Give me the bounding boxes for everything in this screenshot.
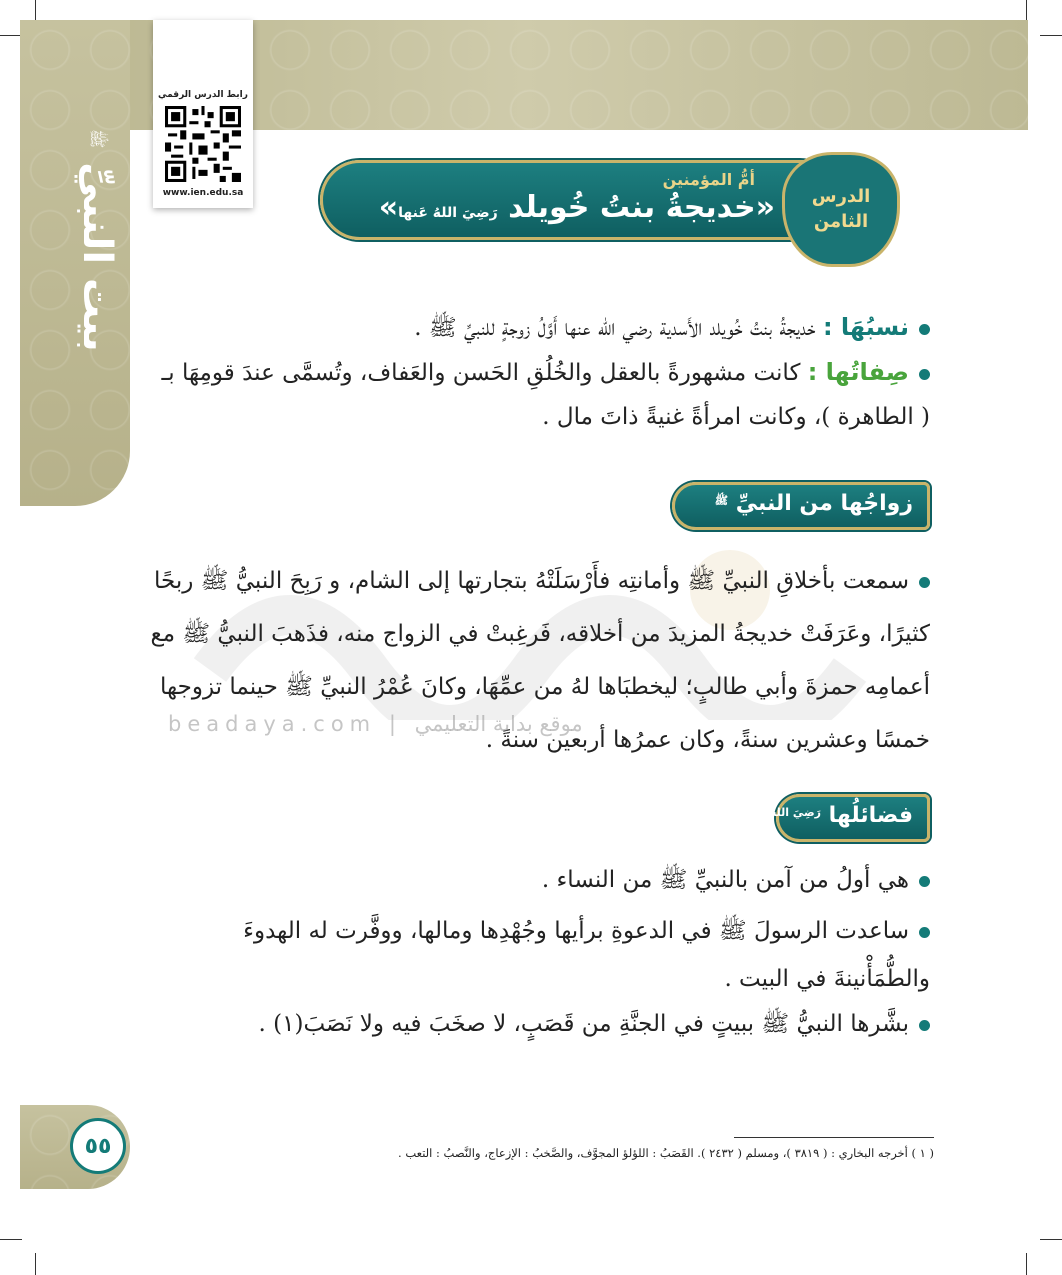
marriage-paragraph: سمعت بأخلاقِ النبيِّ ﷺ وأمانتِه فأَرْسَلَتْهُ بتجارتها إلى الشام، و رَبِحَ النبيُّ ﷺ ربحًا كثيرًا، وعَرَفَتْ خديجةُ المزيدَ من أخلاقه، فَرغِبتْ في الزواج منه، فذَهبَ النبيُّ ﷺ مع أعمامِه حمزةَ وأبي طالبٍ؛ ليخطبَاها لهُ من عمِّهَا، وكانَ عُمْرُ النبيِّ ﷺ حينما تزوجها خمسًا وعشرين سنةً، وكان عمرُها أربعين سنةً . bbox=[150, 568, 930, 753]
crop-mark bbox=[1040, 35, 1062, 36]
virtue-item: هي أولُ من آمن بالنبيِّ ﷺ من النساء . bbox=[150, 858, 930, 902]
crop-mark bbox=[0, 35, 22, 36]
crop-mark bbox=[1026, 0, 1027, 22]
lesson-subtitle: أمُّ المؤمنين bbox=[662, 170, 755, 189]
crop-mark bbox=[35, 0, 36, 22]
footnote: ( ١ ) أخرجه البخاري : ( ٣٨١٩ )، ومسلم ( ٢٤٣٢ ). القَصَبُ : اللؤلؤ المجوَّف، والصَّخبُ : الإزعاج، والنَّصبُ : التعب . bbox=[398, 1146, 934, 1160]
lesson-title: «خديجةُ بنتُ خُويلد رَضِيَ اللهُ عَنها» bbox=[378, 190, 775, 225]
qr-url[interactable]: www.ien.edu.sa bbox=[162, 188, 244, 198]
traits-paragraph: صِفاتُها : كانت مشهورةً بالعقل والخُلُقِ الحَسن والعَفاف، وتُسمَّى عندَ قومِهَا بـ ( الطاهرة )، وكانت امرأةً غنيةً ذاتَ مال . bbox=[161, 358, 930, 430]
crop-mark bbox=[1040, 1239, 1062, 1240]
sidebar-unit-title: بيت النبيِّ ﷺ bbox=[74, 128, 120, 352]
section-header-marriage: زواجُها من النبيِّ $^ﷺ$ bbox=[672, 482, 930, 530]
virtue-item: بشَّرها النبيُّ ﷺ ببيتٍ في الجنَّةِ من قَصَبٍ، لا صخَبَ فيه ولا نَصَبَ(١) . bbox=[150, 1002, 930, 1046]
lesson-banner bbox=[320, 152, 905, 267]
bullet-icon bbox=[919, 577, 930, 588]
crop-mark bbox=[0, 1239, 22, 1240]
crop-mark bbox=[1026, 1253, 1027, 1275]
bullet-icon bbox=[919, 324, 930, 335]
lineage-paragraph: نسبُهَا : خديجةُ بنتُ خُويلد الأَسدية رضي الله عنها أَوَّلُ زوجةٍ للنبيِّ ﷺ . bbox=[150, 305, 930, 350]
footnote-rule bbox=[734, 1137, 934, 1138]
bullet-icon bbox=[919, 876, 930, 887]
lesson-number-badge bbox=[782, 152, 900, 267]
badge-line: الدرس bbox=[811, 186, 871, 208]
bullet-icon bbox=[919, 927, 930, 938]
watermark-text: beadaya.com | موقع بداية التعليمي bbox=[168, 712, 583, 736]
bullet-icon bbox=[919, 369, 930, 380]
badge-line: الثامن bbox=[813, 210, 869, 232]
qr-card[interactable] bbox=[153, 20, 253, 208]
crop-mark bbox=[35, 1253, 36, 1275]
section-header-virtues: فضائلُها $^{رَضِيَ اللهُ عَنها}$ bbox=[776, 794, 930, 842]
qr-code-icon[interactable] bbox=[165, 106, 241, 182]
virtue-item: ساعدت الرسولَ ﷺ في الدعوةِ برأيها وجُهْدِها ومالها، ووفَّرت له الهدوءَ والطُّمَأْنينةَ في البيت . bbox=[243, 918, 930, 992]
page-number: ٥٥ bbox=[70, 1118, 126, 1174]
qr-label: رابط الدرس الرقمي bbox=[158, 90, 248, 100]
bullet-icon bbox=[919, 1020, 930, 1031]
